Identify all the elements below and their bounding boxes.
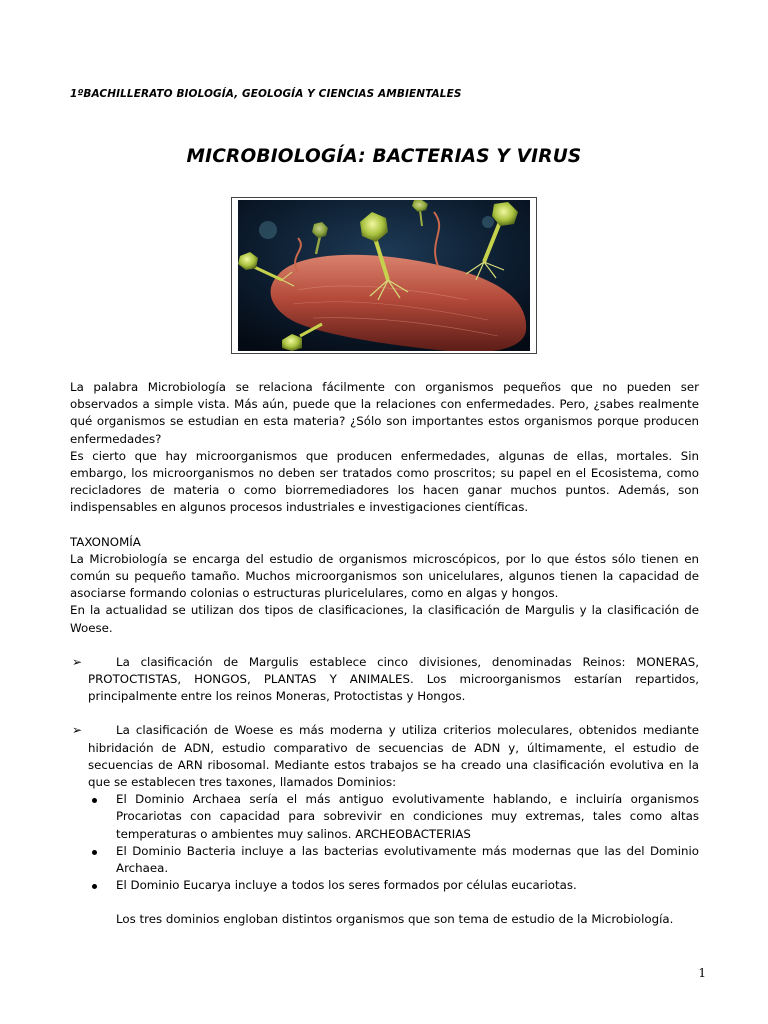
bacteriophage-figure [231, 197, 537, 354]
document-body [70, 379, 699, 929]
taxonomia-heading: TAXONOMÍA [70, 534, 141, 549]
margulis-text: La clasificación de Margulis establece cinco divisiones, denominadas Reinos: MONERAS, PROTOCTISTAS, HONGOS, PLANTAS Y ANIMALES. Los microorganismos estarían repartidos, principalmente entre los reinos Moneras, Protoctistas y Hongos. [88, 654, 699, 704]
taxonomia-paragraph-2: En la actualidad se utilizan dos tipos de clasificaciones, la clasificación de Margulis y la clasificación de Woese. [70, 603, 699, 635]
intro-paragraph-1: La palabra Microbiología se relaciona fácilmente con organismos pequeños que no pueden ser observados a simple vista. Más aún, puede que la relaciones con enfermedades. Pero, ¿sabes realmente qué organismos se estudian en esta materia? ¿Sólo son importantes estos organismos porque producen enfermedades? [70, 380, 699, 446]
arrow-bullet-icon: ➢ [72, 723, 83, 738]
bullet-dot-icon [92, 850, 97, 855]
arrow-bullet-icon: ➢ [72, 654, 83, 669]
bacteriophage-illustration-icon [238, 200, 530, 351]
list-item: El Dominio Eucarya incluye a todos los seres formados por células eucariotas. [116, 877, 699, 894]
margulis-bullet [70, 654, 699, 706]
bullet-dot-icon [92, 884, 97, 889]
intro-paragraph-2: Es cierto que hay microorganismos que producen enfermedades, algunas de ellas, mortales. Sin embargo, los microorganismos no deben ser tratados como proscritos; su papel en el Ecosistema, como recicladores de materia o como biorremediadores los hacen ganar muchos puntos. Además, son indispensables en algunos procesos industriales e investigaciones científicas. [70, 448, 699, 515]
taxonomia-paragraph-1: La Microbiología se encarga del estudio de organismos microscópicos, por lo que éstos sólo tienen en común su pequeño tamaño. Muchos microorganismos son unicelulares, algunos tienen la capacidad de asociarse formando colonias o estructuras pluricelulares, como en algas y hongos. [70, 551, 699, 601]
woese-bullet [70, 722, 699, 791]
list-item: El Dominio Archaea sería el más antiguo evolutivamente hablando, e incluiría organismos Procariotas con capacidad para sobrevivir en condiciones muy extremas, tales como altas temperaturas o ambientes muy salinos. ARCHEOBACTERIAS [116, 791, 699, 843]
closing-paragraph: Los tres dominios engloban distintos organismos que son tema de estudio de la Microbiología. [116, 912, 674, 927]
list-item: El Dominio Bacteria incluye a las bacterias evolutivamente más modernas que las del Dominio Archaea. [116, 843, 699, 877]
course-header: 1ºBACHILLERATO BIOLOGÍA, GEOLOGÍA Y CIENCIAS AMBIENTALES [70, 88, 462, 100]
bullet-dot-icon [92, 798, 97, 803]
woese-text: La clasificación de Woese es más moderna y utiliza criterios moleculares, obtenidos mediante hibridación de ADN, estudio comparativo de secuencias de ADN y, últimamente, el estudio de secuencias de ARN ribosomal. Mediante estos trabajos se ha creado una clasificación evolutiva en la que se establecen tres taxones, llamados Dominios: [88, 723, 699, 790]
dominios-list [70, 791, 699, 894]
page-number: 1 [698, 966, 706, 980]
page-title: MICROBIOLOGÍA: BACTERIAS Y VIRUS [186, 146, 582, 167]
